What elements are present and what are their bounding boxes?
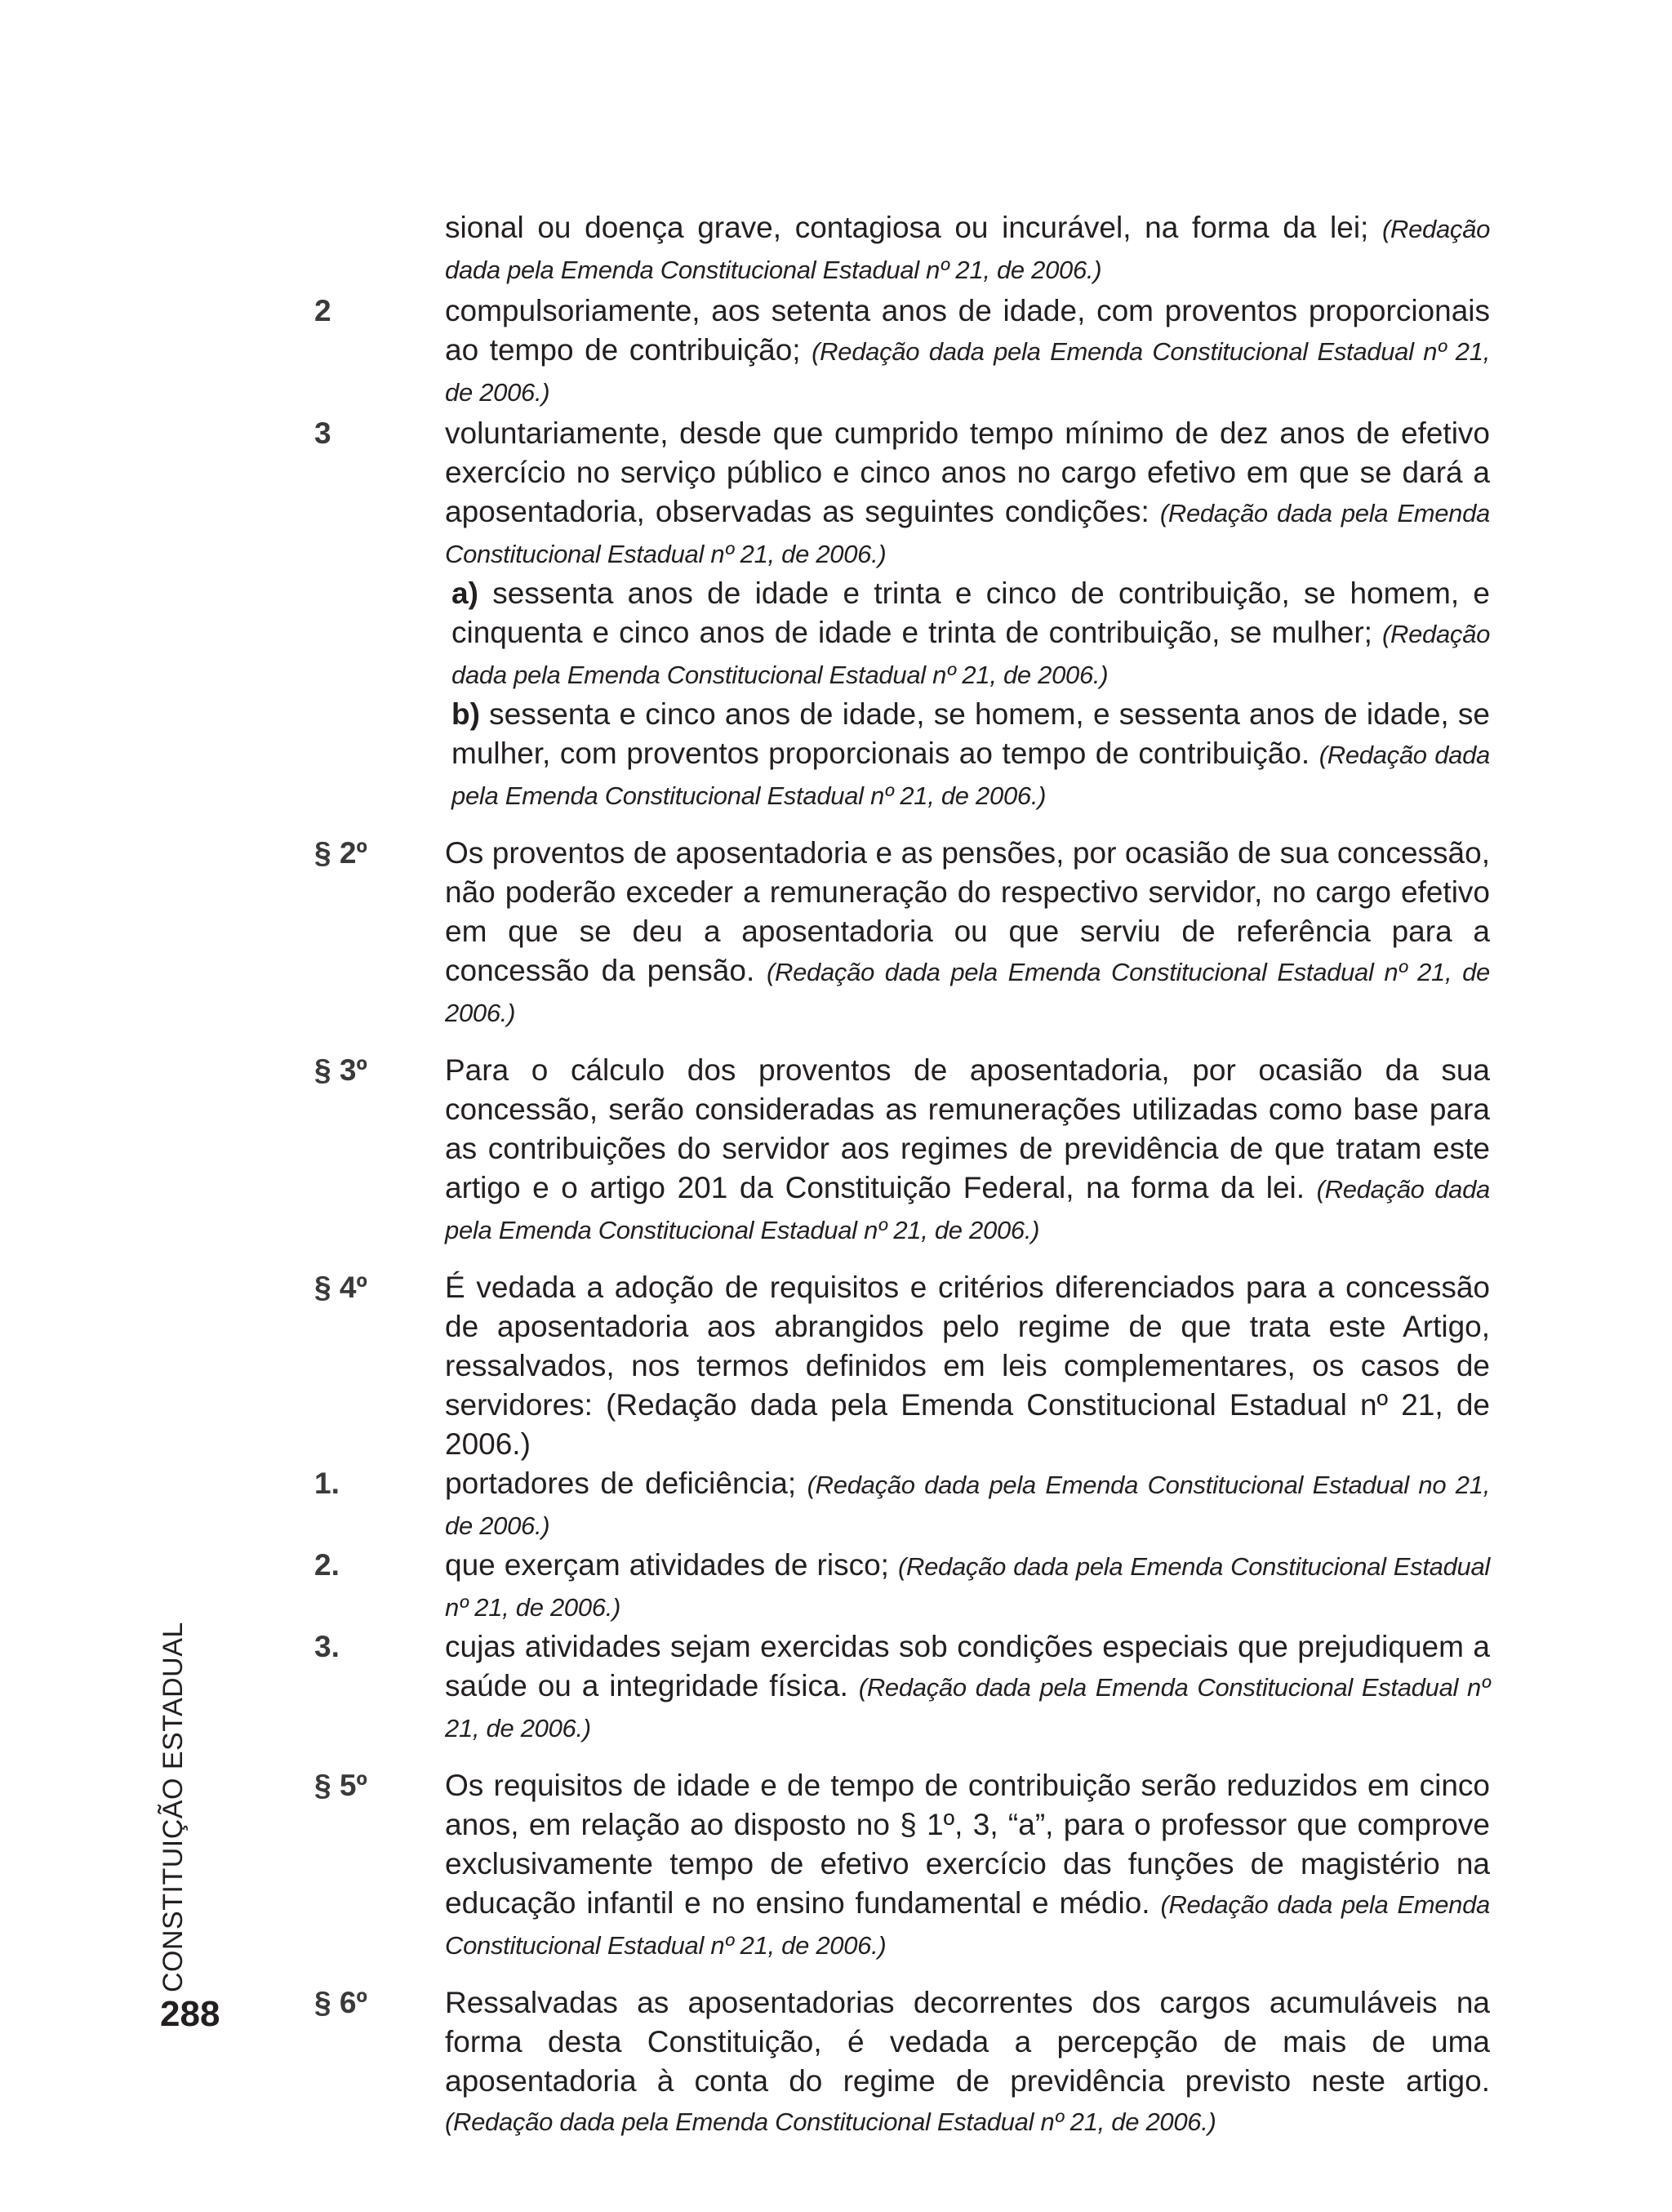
sub-item-label: b) xyxy=(451,697,480,731)
page-number: 288 xyxy=(160,1994,220,2034)
amendment-note: (Redação dada pela Emenda Constitucional Estadual nº 21, de 2006.) xyxy=(451,741,1491,810)
item-text: portadores de deficiência; xyxy=(445,1467,797,1500)
amendment-note: (Redação dada pela Emenda Constitucional Estadual nº 21, de 2006.) xyxy=(445,1673,1490,1742)
item-label: 1. xyxy=(314,1467,340,1500)
amendment-note: (Redação dada pela Emenda Constitucional Estadual nº 21, de 2006.) xyxy=(445,215,1491,284)
paragraph-label: § 6º xyxy=(314,1986,367,2019)
paragraph-text: Os requisitos de idade e de tempo de contribuição serão reduzidos em cinco anos, em relação ao disposto no § 1º, 3, “a”, para o professor que comprove exclusivamente tempo de efetivo exercício das funções de magistério na educação infantil e no ensino fundamental e médio. xyxy=(445,1769,1490,1920)
amendment-note: (Redação dada pela Emenda Constitucional Estadual nº 21, de 2006.) xyxy=(445,337,1491,407)
item-text: cujas atividades sejam exercidas sob condições especiais que prejudiquem a saúde ou a integridade física. xyxy=(445,1630,1490,1702)
item-3b xyxy=(314,695,1490,816)
item-2 xyxy=(314,292,1490,412)
sub-item-label: a) xyxy=(451,576,478,610)
paragraph-text: Para o cálculo dos proventos de aposentadoria, por ocasião da sua concessão, serão consideradas as remunerações utilizadas como base para as contribuições do servidor aos regimes de previdência de que tratam este artigo e o artigo 201 da Constituição Federal, na forma da lei. xyxy=(445,1053,1490,1204)
item-text: compulsoriamente, aos setenta anos de idade, com proventos proporcionais ao tempo de contribuição; xyxy=(445,294,1490,367)
paragraph-label: § 4º xyxy=(314,1271,367,1304)
paragraph-5 xyxy=(314,1766,1490,1965)
item-text: sessenta e cinco anos de idade, se homem, e sessenta anos de idade, se mulher, com proventos proporcionais ao tempo de contribuição. xyxy=(451,697,1491,770)
running-section-title: CONSTITUIÇÃO ESTADUAL xyxy=(158,1622,189,1992)
item-4-2 xyxy=(314,1546,1490,1627)
item-label: 2 xyxy=(314,294,331,327)
item-3 xyxy=(314,414,1490,574)
item-continuation xyxy=(314,208,1490,290)
paragraph-label: § 3º xyxy=(314,1053,367,1087)
paragraph-text: Ressalvadas as aposentadorias decorrentes dos cargos acumuláveis na forma desta Constituição, é vedada a percepção de mais de uma aposentadoria à conta do regime de previdência previsto neste artigo. xyxy=(445,1986,1490,2098)
paragraph-label: § 2º xyxy=(314,836,367,870)
item-label: 3. xyxy=(314,1630,340,1663)
paragraph-text: Os proventos de aposentadoria e as pensões, por ocasião de sua concessão, não poderão exceder a remuneração do respectivo servidor, no cargo efetivo em que se deu a aposentadoria ou que serviu de referência para a concessão da pensão. xyxy=(445,836,1490,987)
amendment-note: (Redação dada pela Emenda Constitucional Estadual nº 21, de 2006.) xyxy=(445,1552,1490,1622)
amendment-note: (Redação dada pela Emenda Constitucional Estadual nº 21, de 2006.) xyxy=(445,1175,1490,1244)
paragraph-6 xyxy=(314,1983,1490,2142)
amendment-note: (Redação dada pela Emenda Constitucional Estadual nº 21, de 2006.) xyxy=(445,958,1490,1027)
item-text: que exerçam atividades de risco; xyxy=(445,1548,889,1582)
amendment-note: (Redação dada pela Emenda Constitucional Estadual nº 21, de 2006.) xyxy=(445,1890,1490,1960)
document-body xyxy=(314,208,1490,2142)
amendment-note: (Redação dada pela Emenda Constitucional Estadual nº 21, de 2006.) xyxy=(445,2107,1216,2136)
amendment-note: (Redação dada pela Emenda Constitucional Estadual nº 21, de 2006.) xyxy=(451,620,1491,689)
item-4-3 xyxy=(314,1627,1490,1748)
item-3a xyxy=(314,574,1490,695)
item-text: voluntariamente, desde que cumprido tempo mínimo de dez anos de efetivo exercício no serviço público e cinco anos no cargo efetivo em que se dará a aposentadoria, observadas as seguintes condições: xyxy=(445,416,1490,528)
paragraph-3 xyxy=(314,1051,1490,1250)
item-label: 3 xyxy=(314,416,331,450)
amendment-note: (Redação dada pela Emenda Constitucional Estadual no 21, de 2006.) xyxy=(445,1471,1491,1540)
item-text: sessenta anos de idade e trinta e cinco de contribuição, se homem, e cinquenta e cinco anos de idade e trinta de contribuição, se mulher; xyxy=(451,576,1490,649)
amendment-note: (Redação dada pela Emenda Constitucional Estadual nº 21, de 2006.) xyxy=(445,499,1491,568)
item-4-1 xyxy=(314,1464,1490,1546)
paragraph-4 xyxy=(314,1268,1490,1464)
paragraph-2 xyxy=(314,834,1490,1033)
item-label: 2. xyxy=(314,1548,340,1582)
paragraph-label: § 5º xyxy=(314,1769,367,1802)
item-text: sional ou doença grave, contagiosa ou incurável, na forma da lei; xyxy=(445,211,1369,244)
paragraph-text: É vedada a adoção de requisitos e critérios diferenciados para a concessão de aposentadoria aos abrangidos pelo regime de que trata este Artigo, ressalvados, nos termos definidos em leis complementares, os casos de servidores: (Redação dada pela Emenda Constitucional Estadual nº 21, de 2006.) xyxy=(445,1271,1490,1461)
